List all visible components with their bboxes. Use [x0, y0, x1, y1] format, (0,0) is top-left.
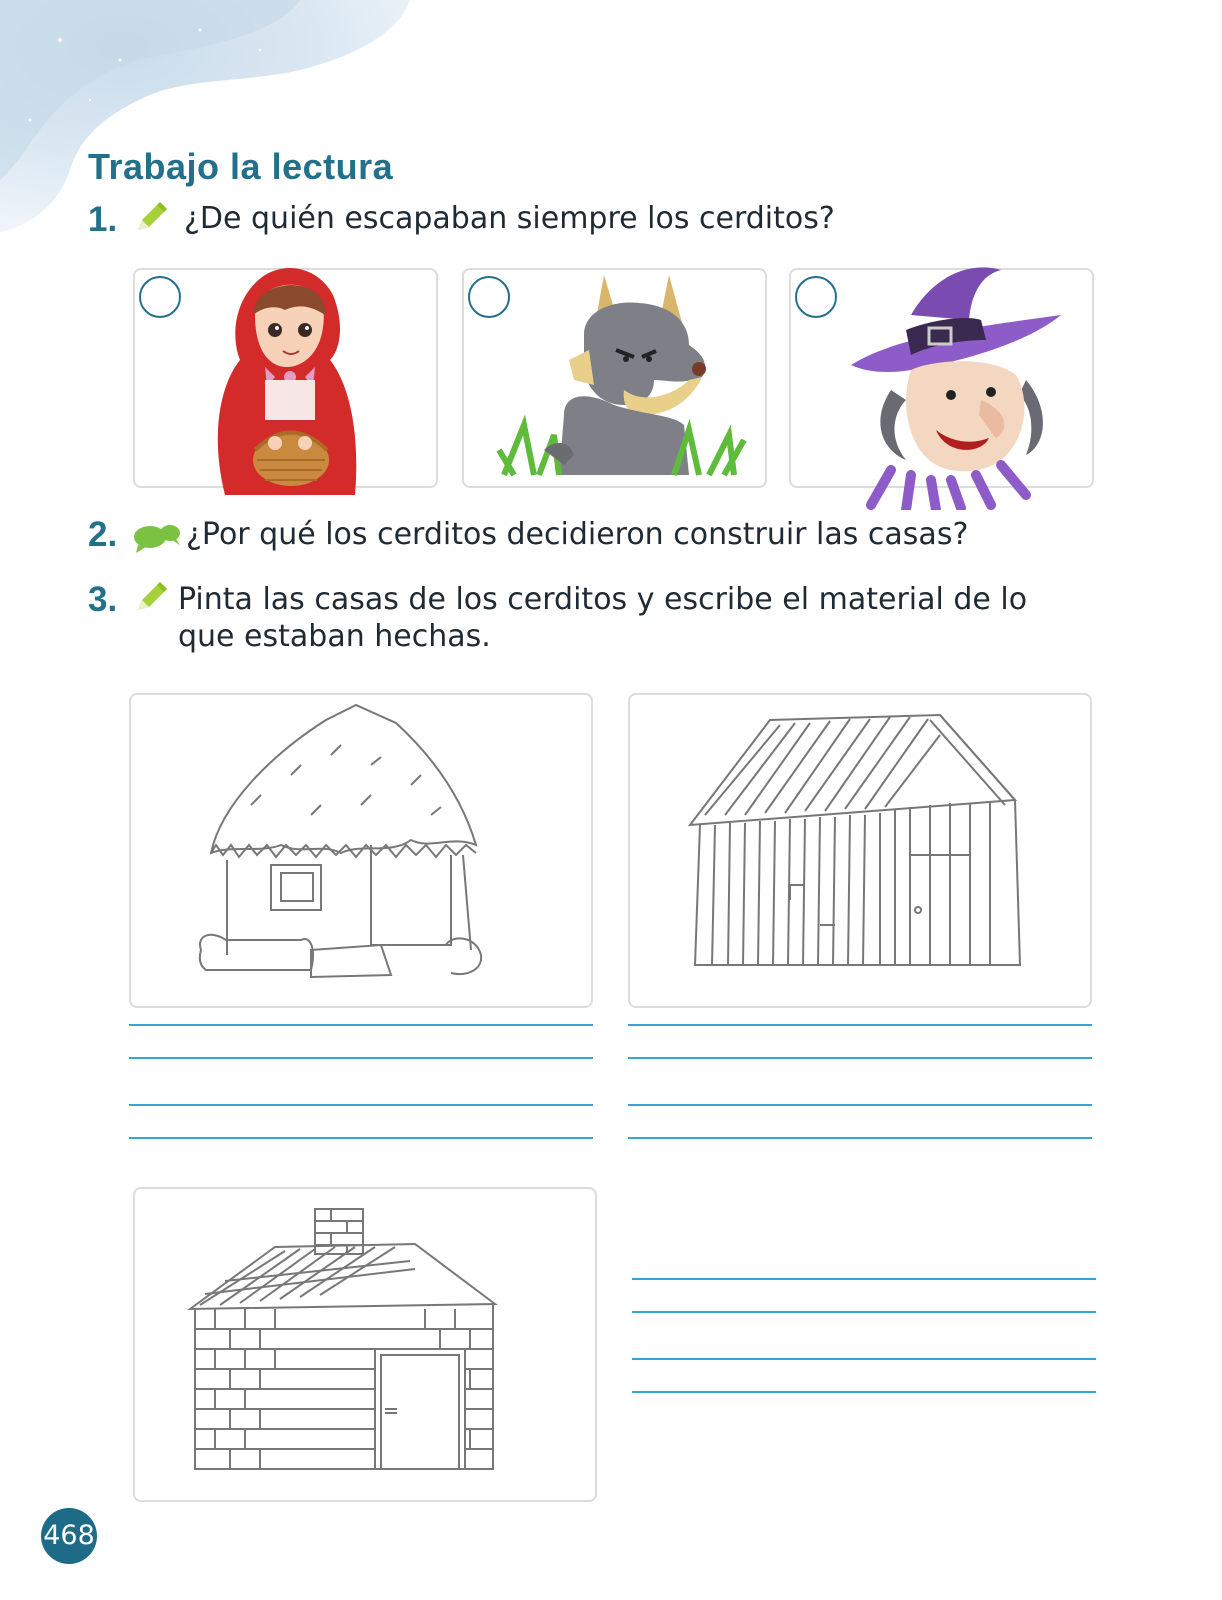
question-2-text: ¿Por qué los cerditos decidieron construir las casas? — [186, 517, 969, 552]
straw-house-illustration — [131, 695, 591, 1006]
question-3-text-line2: que estaban hechas. — [178, 619, 491, 654]
answer-line[interactable] — [628, 1137, 1092, 1139]
house-card-brick[interactable] — [133, 1187, 597, 1502]
answer-line[interactable] — [129, 1104, 593, 1106]
answer-line[interactable] — [632, 1311, 1096, 1313]
answer-line[interactable] — [628, 1057, 1092, 1059]
answer-line[interactable] — [628, 1104, 1092, 1106]
option-radio-1[interactable] — [139, 276, 181, 318]
answer-line[interactable] — [632, 1391, 1096, 1393]
option-card-wolf[interactable] — [462, 268, 767, 488]
option-radio-3[interactable] — [795, 276, 837, 318]
pencil-icon — [130, 576, 172, 618]
witch-illustration — [851, 260, 1071, 510]
speech-bubbles-icon — [132, 523, 182, 555]
house-card-wood[interactable] — [628, 693, 1092, 1008]
answer-line[interactable] — [129, 1137, 593, 1139]
section-title: Trabajo la lectura — [88, 146, 394, 187]
pencil-icon — [130, 196, 172, 238]
wooden-house-illustration — [630, 695, 1090, 1006]
question-3-number: 3. — [88, 580, 118, 619]
option-card-witch[interactable] — [789, 268, 1094, 488]
answer-line[interactable] — [632, 1278, 1096, 1280]
little-red-riding-hood-illustration — [205, 255, 365, 505]
wolf-illustration — [484, 265, 764, 485]
answer-line[interactable] — [632, 1358, 1096, 1360]
question-2-number: 2. — [88, 515, 118, 554]
answer-line[interactable] — [129, 1057, 593, 1059]
house-card-straw[interactable] — [129, 693, 593, 1008]
option-card-red-riding-hood[interactable] — [133, 268, 438, 488]
question-3-text-line1: Pinta las casas de los cerditos y escribe el material de lo — [178, 582, 1028, 617]
page-number: 468 — [41, 1508, 97, 1564]
answer-line[interactable] — [628, 1024, 1092, 1026]
answer-line[interactable] — [129, 1024, 593, 1026]
brick-house-illustration — [135, 1189, 595, 1500]
question-1-number: 1. — [88, 200, 118, 239]
question-1-text: ¿De quién escapaban siempre los cerditos? — [184, 201, 835, 236]
